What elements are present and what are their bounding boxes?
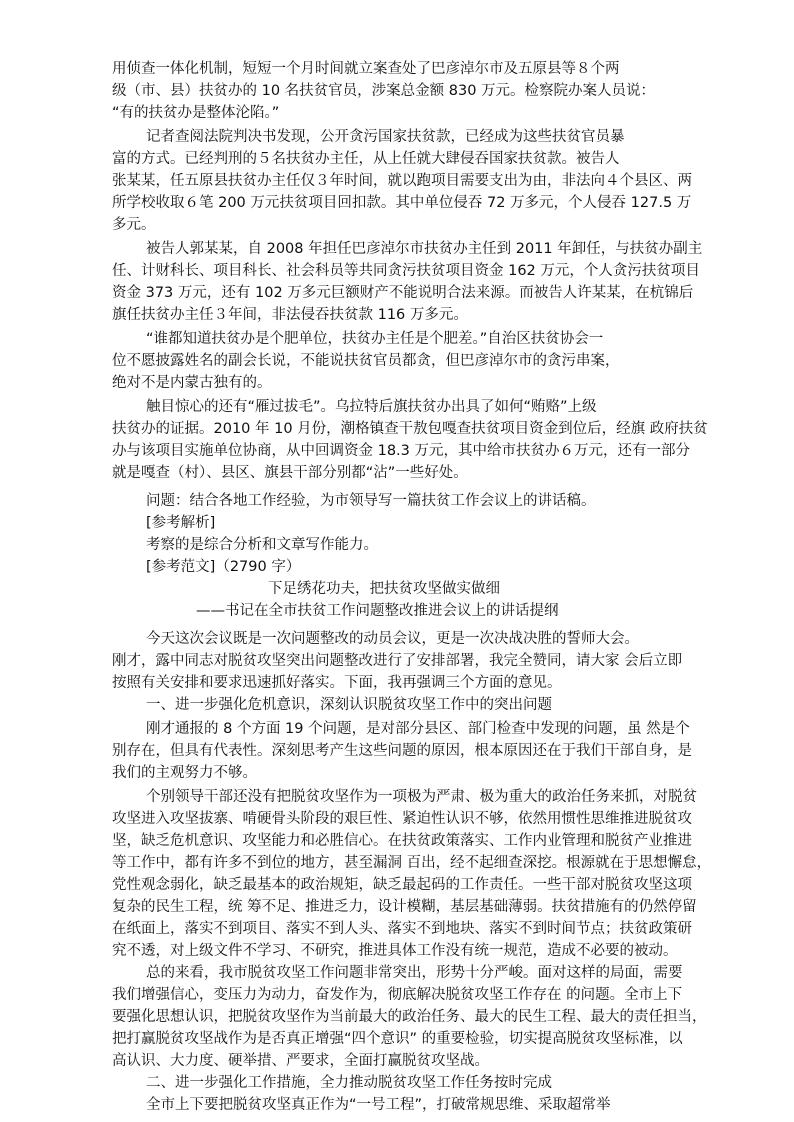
text-line: 总的来看，我市脱贫攻坚工作问题非常突出，形势十分严峻。面对这样的局面，需要 — [146, 965, 683, 981]
text-line: 高认识、大力度、硬举措、严要求，全面打赢脱贫攻坚战。 — [112, 1053, 489, 1069]
text-line: 复杂的民生工程，统 筹不足、推进乏力，设计模糊，基层基础薄弱。扶贫措施有的仍然停留 — [112, 899, 697, 915]
text-line: 坚，缺乏危机意识、攻坚能力和必胜信心。在扶贫政策落实、工作内业管理和脱贫产业推进 — [112, 833, 692, 849]
text-line: 多元。 — [112, 217, 156, 233]
reference-essay-label: [参考范文]（2790 字） — [146, 559, 301, 575]
text-line: 别存在，但具有代表性。深刻思考产生这些问题的原因，根本原因还在于我们干部自身，是 — [112, 743, 692, 759]
text-line: 富的方式。已经判刑的５名扶贫办主任，从上任就大肆侵吞国家扶贫款。被告人 — [112, 151, 620, 167]
text-line: 刚才，露中同志对脱贫攻坚突出问题整改进行了安排部署，我完全赞同，请大家 会后立即 — [112, 653, 683, 669]
text-line: 张某某，任五原县扶贫办主任仅３年时间，就以跑项目需要支出为由，非法向４个县区、两 — [112, 173, 692, 189]
text-line: 资金 373 万元，还有 102 万多元巨额财产不能说明合法来源。而被告人许某某，在杭锦后 — [112, 285, 694, 301]
text-line: 扶贫办的证据。2010 年 10 月份，潮格镇查干敖包嘎查扶贫项目资金到位后，经旗 政府扶贫 — [112, 421, 708, 437]
text-line: 所学校收取６笔 200 万元扶贫项目回扣款。其中单位侵吞 72 万多元，个人侵吞 127.5 万 — [112, 195, 692, 211]
text-line: 用侦查一体化机制，短短一个月时间就立案查处了巴彦淖尔市及五原县等８个两 — [112, 61, 620, 77]
question-line: 问题：结合各地工作经验，为市领导写一篇扶贫工作会议上的讲话稿。 — [146, 493, 596, 509]
text-line: 在纸面上，落实不到项目、落实不到人头、落实不到地块、落实不到时间节点；扶贫政策研 — [112, 921, 692, 937]
text-line: “谁都知道扶贫办是个肥单位，扶贫办主任是个肥差。”自治区扶贫协会一 — [146, 331, 604, 347]
text-line: 按照有关安排和要求迅速抓好落实。下面，我再强调三个方面的意见。 — [112, 675, 562, 691]
essay-subtitle: ——书记在全市扶贫工作问题整改推进会议上的讲话提纲 — [196, 603, 559, 619]
text-line: 位不愿披露姓名的副会长说，不能说扶贫官员都贪，但巴彦淖尔市的贪污串案， — [112, 353, 620, 369]
essay-title: 下足绣花功夫，把扶贫攻坚做实做细 — [268, 581, 500, 597]
text-line: 要强化思想认识，把脱贫攻坚作为当前最大的政治任务、最大的民生工程、最大的责任担当， — [112, 1009, 707, 1025]
text-line: 就是嘎查（村）、县区、旗县干部分别都“沾”一些好处。 — [112, 465, 468, 481]
text-line: 攻坚进入攻坚拔寨、啃硬骨头阶段的艰巨性、紧迫性认识不够，依然用惯性思维推进脱贫攻 — [112, 811, 692, 827]
text-line: 等工作中，都有许多不到位的地方，甚至漏洞 百出，经不起细查深挖。根源就在于思想懈怠， — [112, 855, 712, 871]
text-line: 被告人郭某某，自 2008 年担任巴彦淖尔市扶贫办主任到 2011 年卸任，与扶贫办副主 — [146, 241, 703, 257]
text-line: 全市上下要把脱贫攻坚真正作为“一号工程”，打破常规思维、采取超常举 — [146, 1097, 611, 1113]
text-line: “有的扶贫办是整体沦陷。” — [112, 105, 280, 121]
text-line: 级（市、县）扶贫办的 10 名扶贫官员，涉案总金额 830 万元。检察院办案人员说： — [112, 83, 656, 99]
text-line: 绝对不是内蒙古独有的。 — [112, 375, 272, 391]
text-line: 究不透，对上级文件不学习、不研究，推进具体工作没有统一规范，造成不必要的被动。 — [112, 943, 678, 959]
text-line: 办与该项目实施单位协商，从中回调资金 18.3 万元，其中给市扶贫办６万元，还有一部分 — [112, 443, 690, 459]
text-line: 记者查阅法院判决书发现，公开贪污国家扶贫款，已经成为这些扶贫官员暴 — [146, 129, 625, 145]
text-line: 个别领导干部还没有把脱贫攻坚作为一项极为严肃、极为重大的政治任务来抓，对脱贫 — [146, 789, 697, 805]
text-line: 考察的是综合分析和文章写作能力。 — [146, 537, 378, 553]
section-heading: 二、进一步强化工作措施，全力推动脱贫攻坚工作任务按时完成 — [146, 1075, 552, 1091]
text-line: 任、计财科长、项目科长、社会科员等共同贪污扶贫项目资金 162 万元，个人贪污扶贫项目 — [112, 263, 700, 279]
text-line: 触目惊心的还有“雁过拔毛”。乌拉特后旗扶贫办出具了如何“贿赂”上级 — [146, 399, 597, 415]
section-heading: 一、进一步强化危机意识，深刻认识脱贫攻坚工作中的突出问题 — [146, 697, 552, 713]
text-line: 刚才通报的 8 个方面 19 个问题，是对部分县区、部门检查中发现的问题，虽 然是个 — [146, 721, 690, 737]
text-line: 我们增强信心，变压力为动力，奋发作为，彻底解决脱贫攻坚工作存在 的问题。全市上下 — [112, 987, 683, 1003]
text-line: 我们的主观努力不够。 — [112, 765, 257, 781]
text-line: 今天这次会议既是一次问题整改的动员会议，更是一次决战决胜的誓师大会。 — [146, 631, 639, 647]
text-line: 旗任扶贫办主任３年间，非法侵吞扶贫款 116 万多元。 — [112, 307, 468, 323]
text-line: 把打赢脱贫攻坚战作为是否真正增强“四个意识” 的重要检验，切实提高脱贫攻坚标准，以 — [112, 1031, 683, 1047]
text-line: 党性观念弱化，缺乏最基本的政治规矩，缺乏最起码的工作责任。一些干部对脱贫攻坚这项 — [112, 877, 692, 893]
reference-analysis-label: [参考解析] — [146, 515, 216, 531]
